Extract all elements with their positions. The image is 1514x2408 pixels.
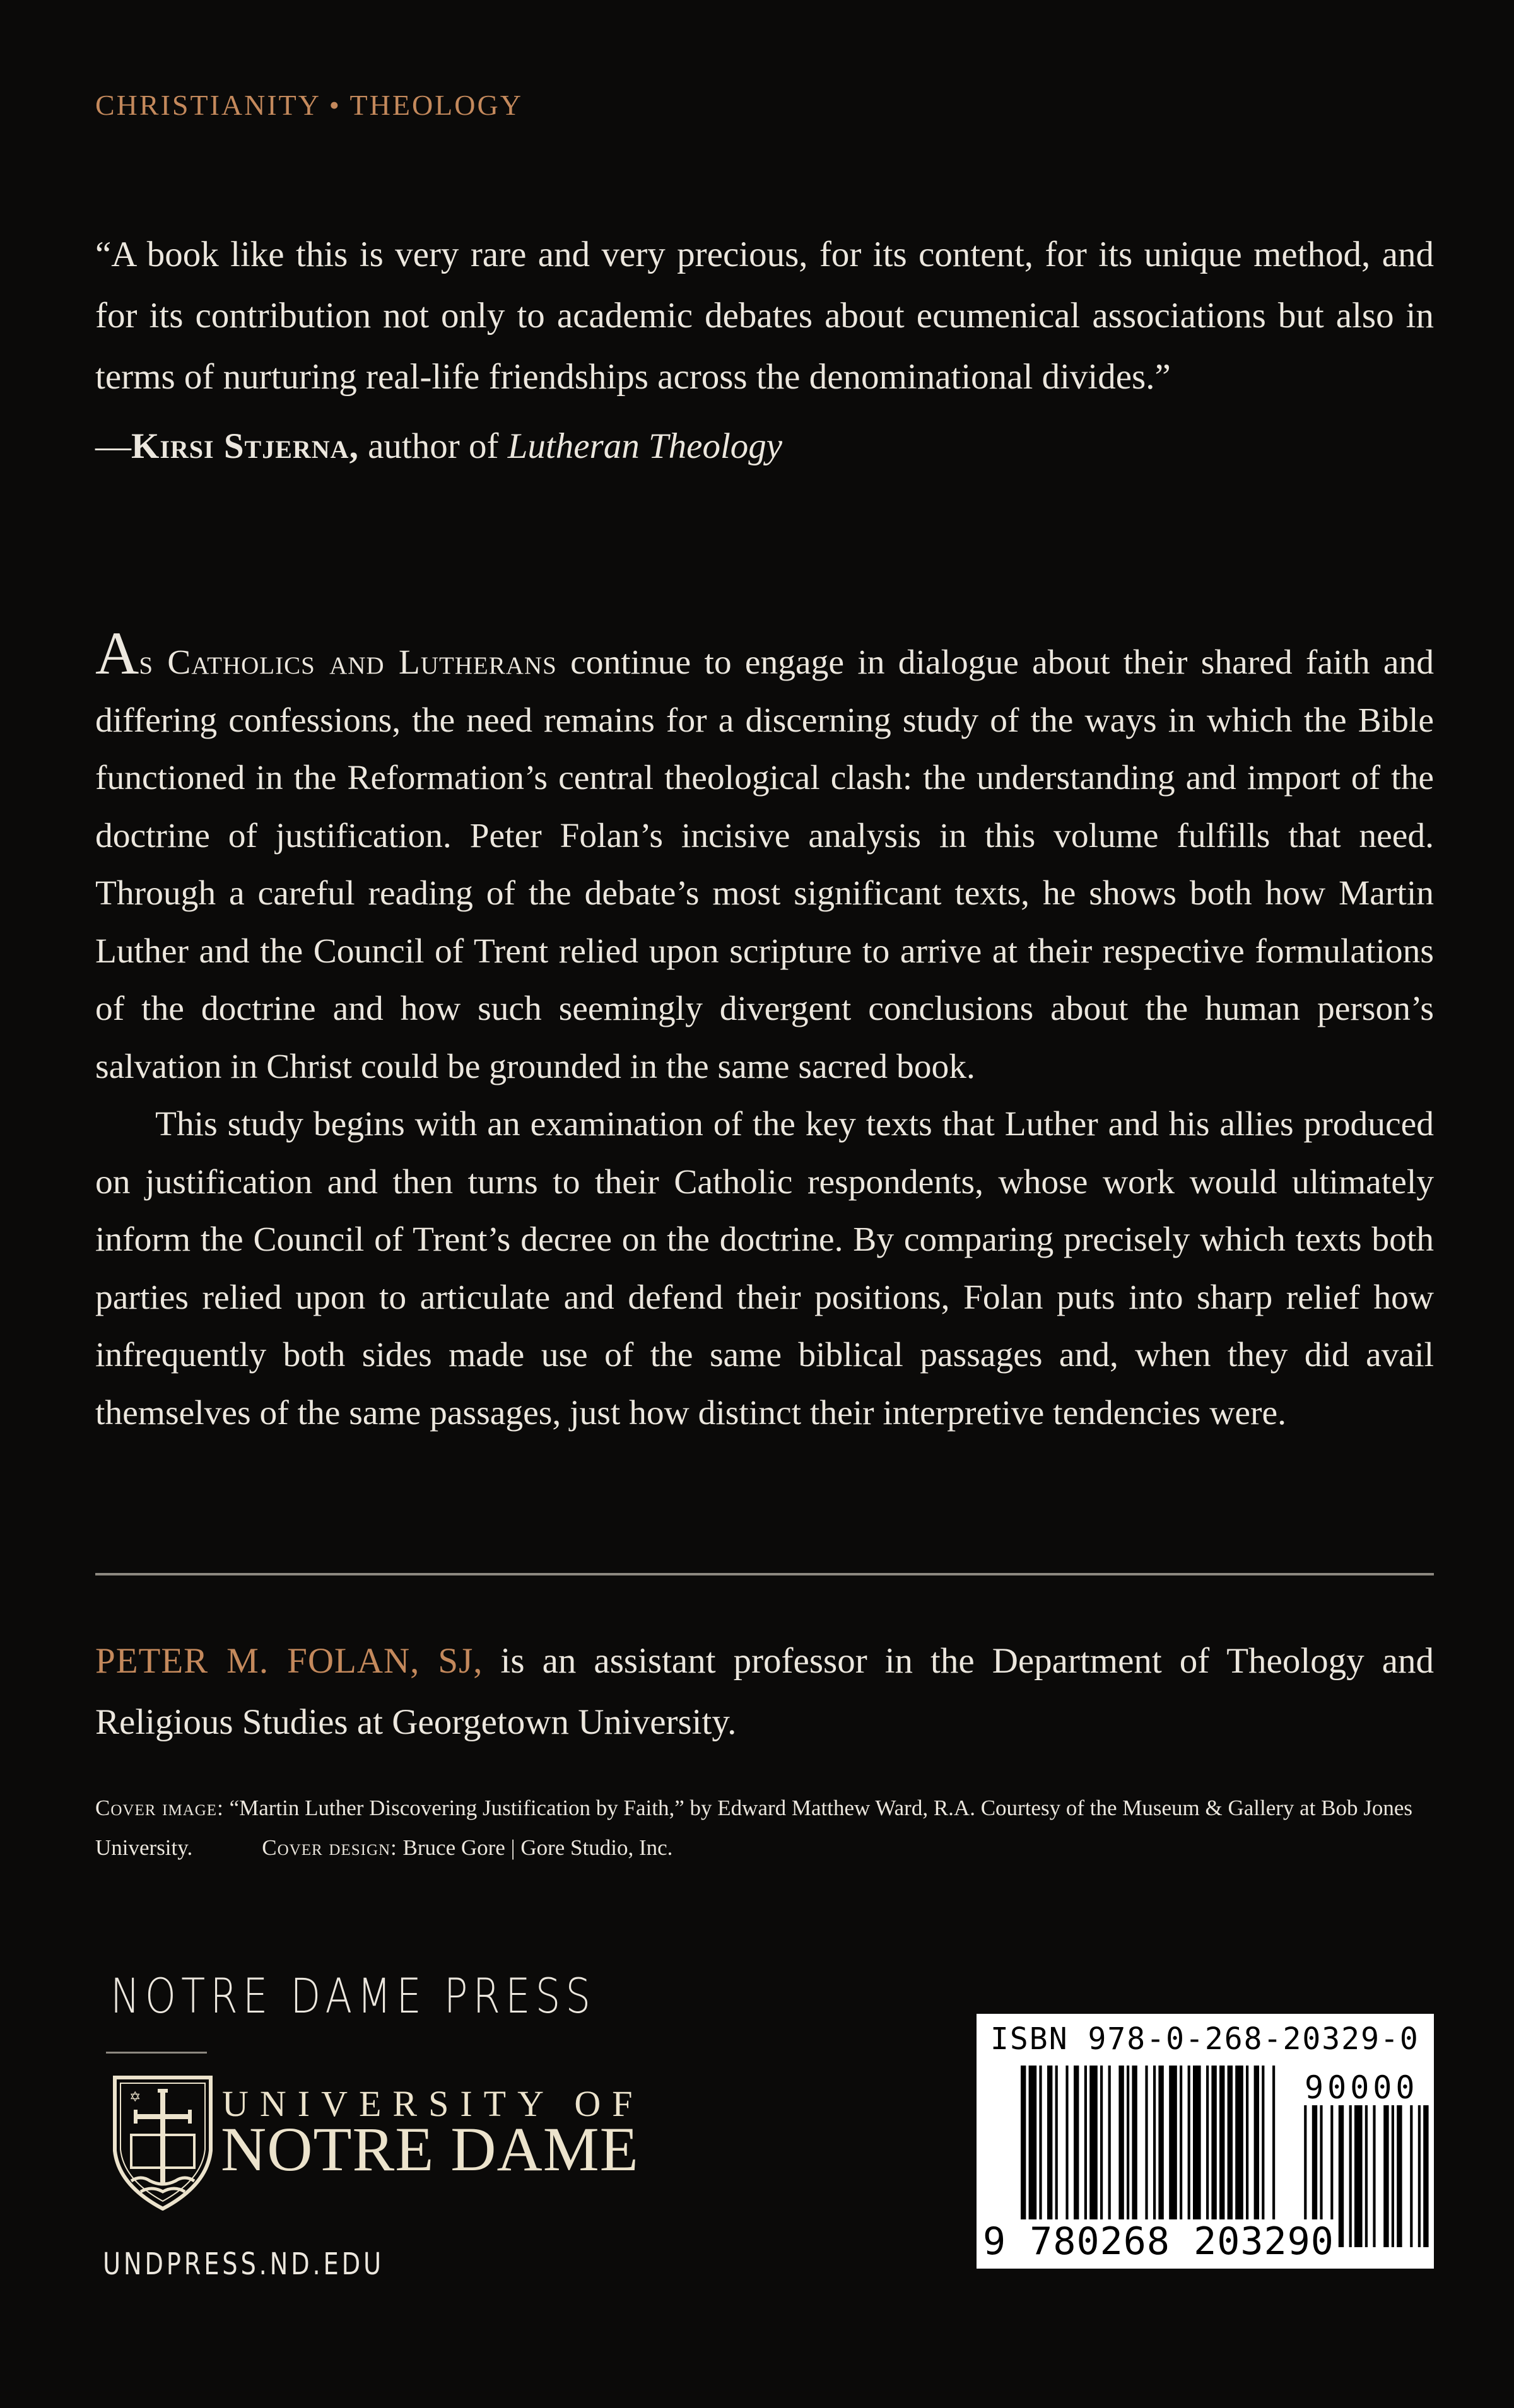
cover-design-label: Cover design: xyxy=(262,1835,397,1860)
barcode-bar xyxy=(1074,2066,1079,2237)
addon-bar xyxy=(1397,2105,1402,2247)
author-name: PETER M. FOLAN, SJ, xyxy=(95,1641,483,1681)
isbn-barcode xyxy=(977,2014,1434,2269)
barcode-bar xyxy=(1100,2066,1103,2237)
addon-bar xyxy=(1365,2105,1368,2247)
barcode-bar xyxy=(1127,2066,1129,2237)
lead-in: s Catholics and Lutherans xyxy=(139,643,557,682)
endorsement-attribution xyxy=(95,426,782,467)
attribution-dash: — xyxy=(95,426,131,466)
endorsement-quote: “A book like this is very rare and very precious, for its content, for its unique method, and for its contribution not only to academic debates about ecumenical associations but also in terms of nurturing real-life friendships across the denominational divides.” xyxy=(95,235,1434,397)
barcode-bar xyxy=(1118,2066,1124,2237)
barcode-bar xyxy=(1065,2066,1068,2237)
barcode-bar xyxy=(1039,2066,1042,2237)
author-bio xyxy=(95,1630,1434,1753)
cover-image-credit: “Martin Luther Discovering Justification by Faith,” by Edward Matthew Ward, R.A. Courtesy of the Museum & Gallery at Bob Jones University. xyxy=(95,1796,1413,1860)
attribution-text: author of xyxy=(358,426,508,466)
barcode-bar xyxy=(1055,2066,1058,2237)
category-label: CHRISTIANITY • THEOLOGY xyxy=(95,89,523,121)
divider xyxy=(95,1573,1434,1575)
barcode-bar xyxy=(1228,2066,1233,2237)
endorser-name: Kirsi Stjerna, xyxy=(131,426,359,466)
barcode-bar xyxy=(1193,2066,1201,2237)
svg-text:✡: ✡ xyxy=(129,2089,141,2105)
addon-bar xyxy=(1354,2105,1363,2247)
barcode-bar xyxy=(1132,2066,1137,2237)
university-name-line-1: UNIVERSITY OF xyxy=(222,2083,644,2124)
drop-cap: A xyxy=(95,619,139,687)
barcode-bar xyxy=(1108,2066,1111,2237)
endorser-work: Lutheran Theology xyxy=(507,426,783,466)
book-description xyxy=(95,619,1434,1442)
addon-bar xyxy=(1383,2105,1388,2247)
addon-bar xyxy=(1410,2105,1412,2247)
barcode-bar xyxy=(1089,2066,1098,2237)
barcode-bar xyxy=(1262,2066,1264,2237)
barcode-bar xyxy=(1246,2066,1248,2237)
addon-bar xyxy=(1423,2105,1428,2247)
barcode-bar xyxy=(1254,2066,1259,2237)
publisher-url: UNDPRESS.ND.EDU xyxy=(103,2247,384,2282)
description-paragraph-1 xyxy=(95,619,1434,1096)
ean-number: 9 780268 203290 xyxy=(983,2219,1334,2264)
notre-dame-shield-icon xyxy=(112,2075,213,2211)
description-paragraph-2: This study begins with an examination of the key texts that Luther and his allies produced on justification and then turns to their Catholic respondents, whose work would ultimately inform the Council of Trent’s decree on the doctrine. By comparing precisely which texts both parties relied upon to articulate and defend their positions, Folan puts into sharp relief how infrequently both sides made use of the same biblical passages and, when they did avail themselves of the same passages, just how distinct their interpretive tendencies were. xyxy=(95,1105,1434,1432)
addon-bar xyxy=(1373,2105,1375,2247)
barcode-bar xyxy=(1211,2066,1216,2237)
barcode-bar xyxy=(1180,2066,1182,2237)
barcode-bar xyxy=(1219,2066,1224,2237)
addon-bar xyxy=(1349,2105,1352,2247)
price-addon-code: 90000 xyxy=(1305,2069,1419,2106)
barcode-bar xyxy=(1188,2066,1190,2237)
cover-credits xyxy=(95,1788,1434,1867)
university-name-line-2: NOTRE DAME xyxy=(221,2114,639,2184)
paragraph-1-text: continue to engage in dialogue about their shared faith and differing confessions, the need remains for a discerning study of the ways in which the Bible functioned in the Reformation’s central theological clash: the understanding and import of the doctrine of justification. Peter Folan’s incisive analysis in this volume fulfills that need. Through a careful reading of the debate’s most significant texts, he shows both how Martin Luther and the Council of Trent relied upon scripture to arrive at their respective formulations of the doctrine and how such seemingly divergent conclusions about the human person’s salvation in Christ could be grounded in the same sacred book. xyxy=(95,643,1434,1086)
addon-bar xyxy=(1339,2105,1344,2247)
barcode-bar xyxy=(1235,2066,1243,2237)
barcode-bar xyxy=(1169,2066,1177,2237)
barcode-bar xyxy=(1084,2066,1087,2237)
press-name: NOTRE DAME PRESS xyxy=(110,1968,596,2024)
barcode-bar xyxy=(1047,2066,1052,2237)
barcode-bar xyxy=(1206,2066,1209,2237)
addon-bar xyxy=(1418,2105,1421,2247)
press-divider xyxy=(106,2052,207,2054)
cover-design-credit: Bruce Gore | Gore Studio, Inc. xyxy=(397,1835,673,1860)
barcode-bar xyxy=(1272,2066,1275,2237)
isbn-label: ISBN 978-0-268-20329-0 xyxy=(990,2021,1419,2057)
addon-bar xyxy=(1392,2105,1394,2247)
author-bio-text: is an assistant professor in the Department of Theology and Religious Studies at Georgetown University. xyxy=(95,1641,1435,1742)
cover-image-label: Cover image: xyxy=(95,1796,224,1820)
barcode-bar xyxy=(1158,2066,1163,2237)
